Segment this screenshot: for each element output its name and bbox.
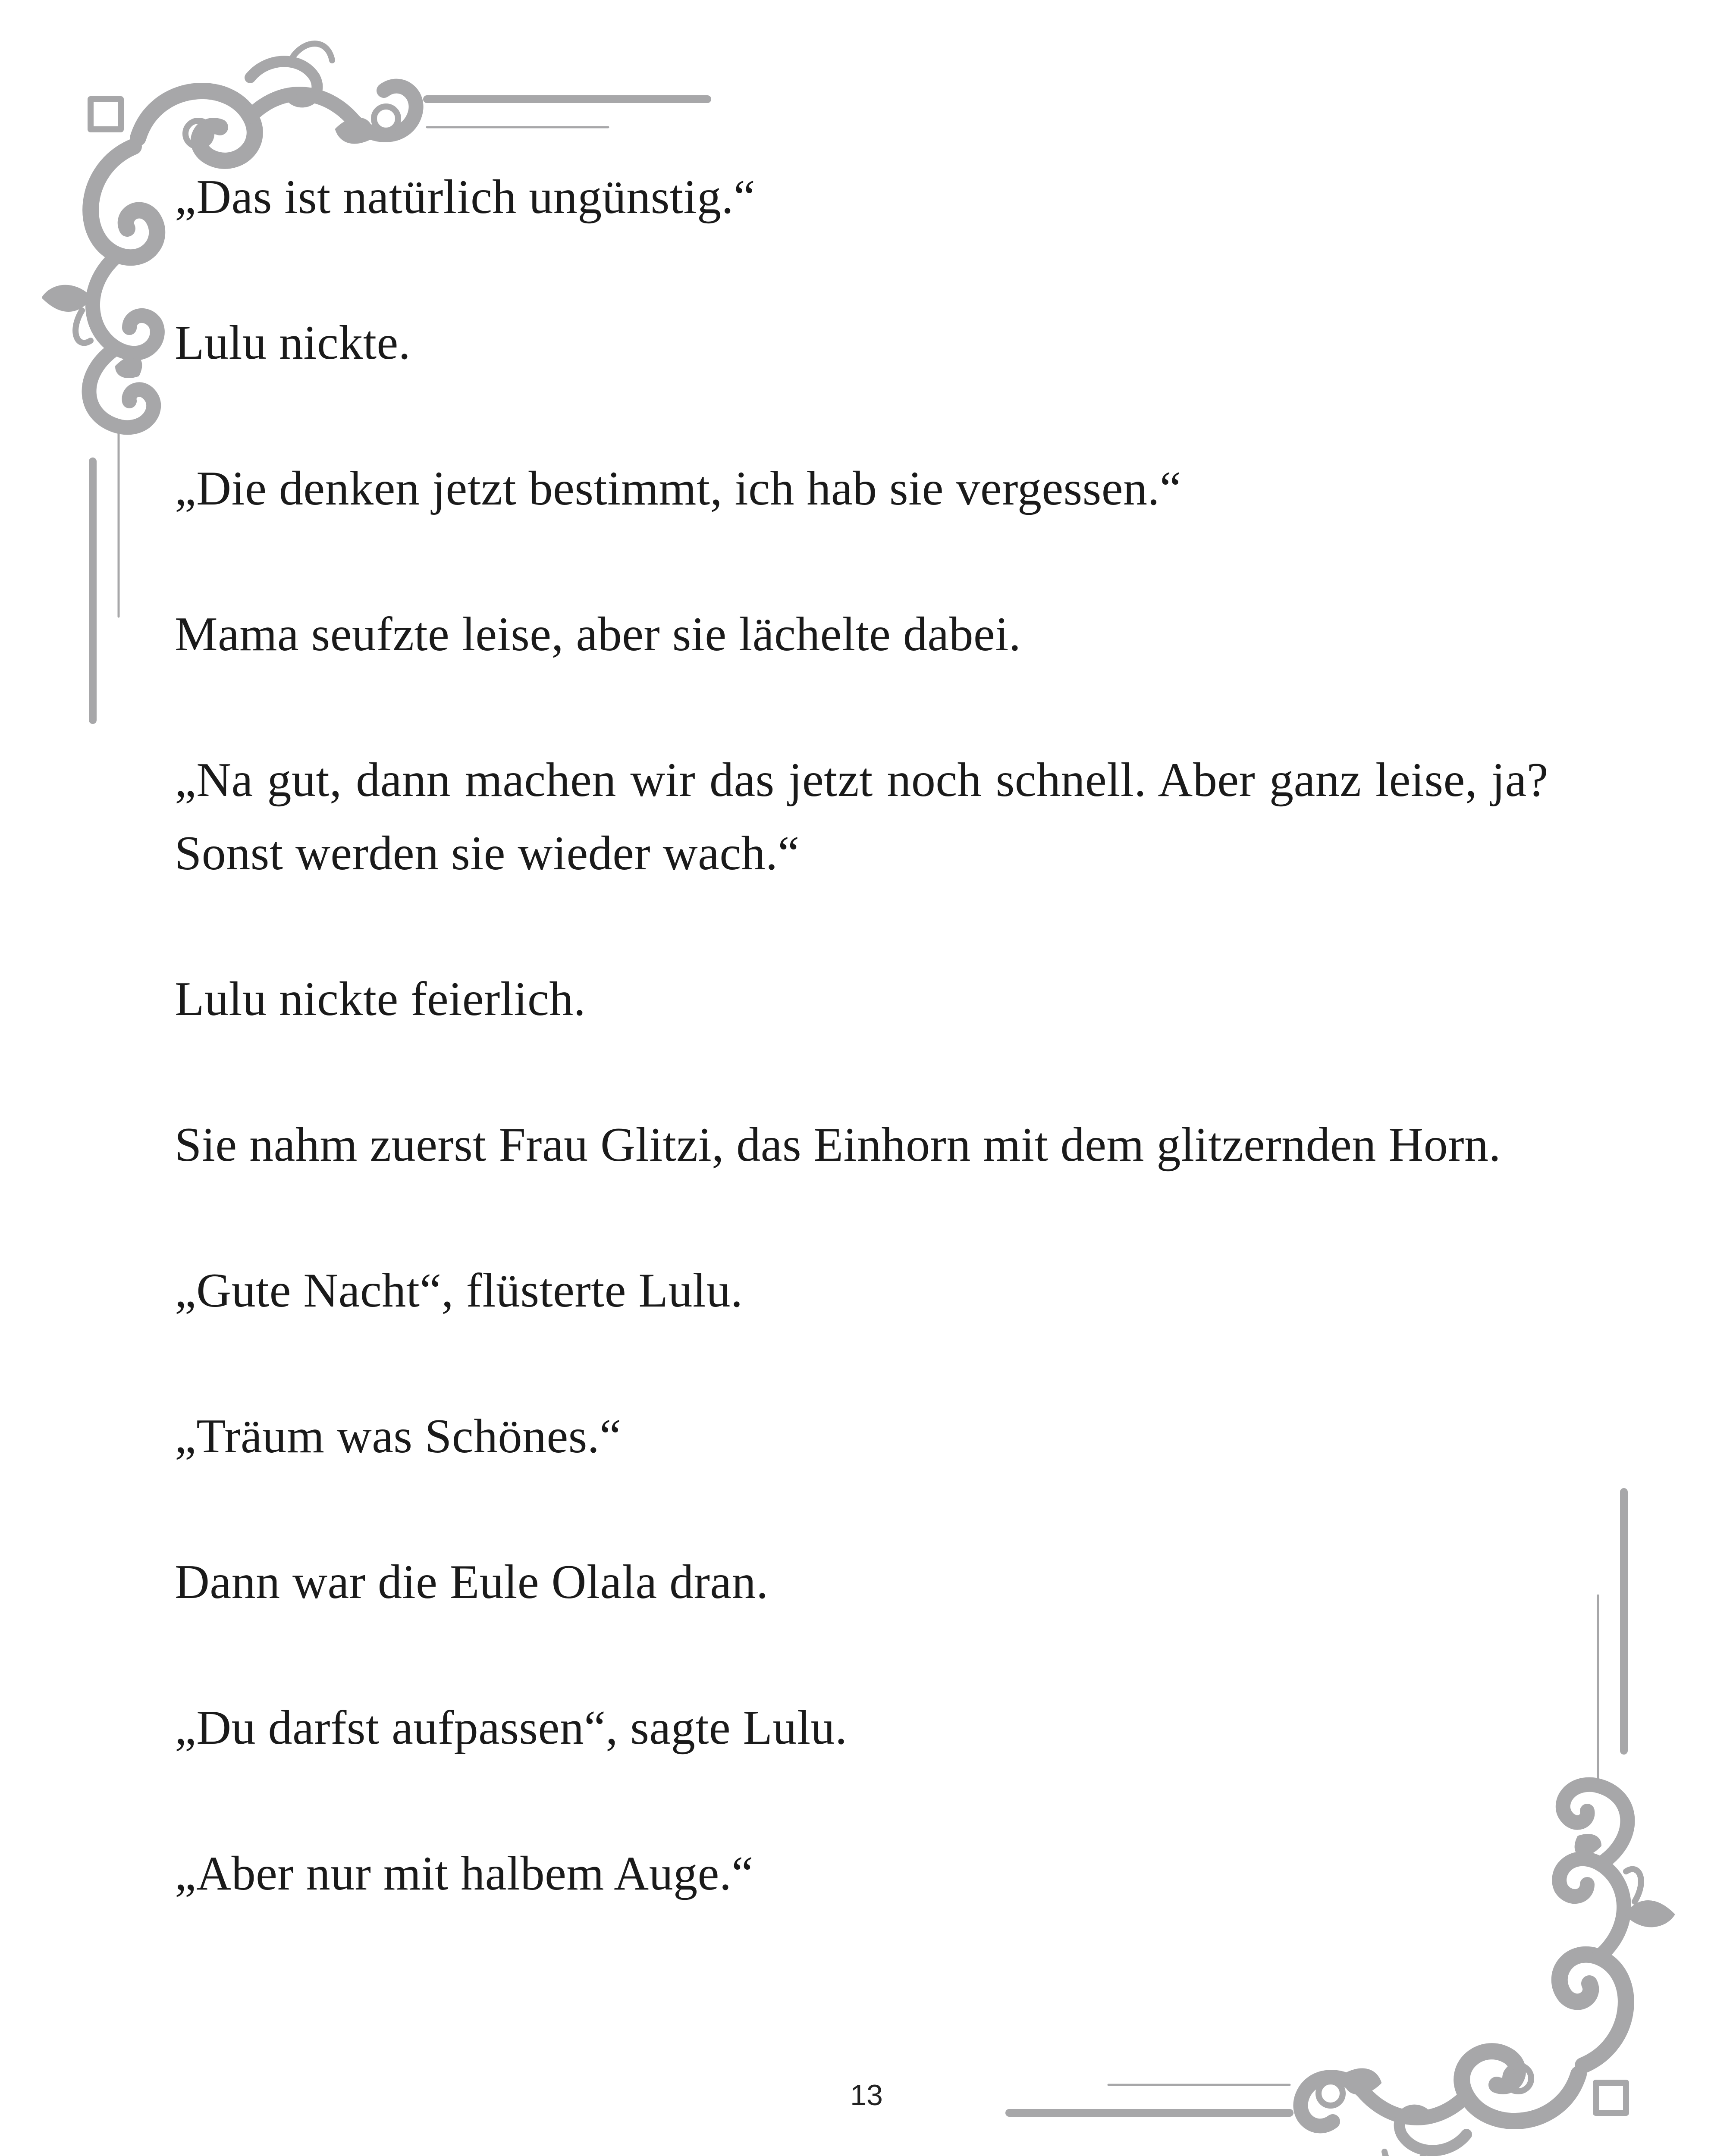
paragraph: Dann war die Eule Olala dran. bbox=[175, 1555, 769, 1609]
paragraph: „Gute Nacht“, flüsterte Lulu. bbox=[175, 1264, 743, 1317]
paragraph: Mama seufzte leise, aber sie lächelte dabei. bbox=[175, 608, 1021, 661]
story-text bbox=[175, 160, 1548, 1910]
paragraph: „Aber nur mit halbem Auge.“ bbox=[175, 1847, 753, 1900]
paragraph: „Na gut, dann machen wir das jetzt noch schnell. Aber ganz leise, ja? Sonst werden sie wieder wach.“ bbox=[175, 753, 1548, 880]
paragraph: Sie nahm zuerst Frau Glitzi, das Einhorn mit dem glitzernden Horn. bbox=[175, 1118, 1501, 1172]
paragraph: Lulu nickte feierlich. bbox=[175, 972, 586, 1026]
paragraph: „Du darfst aufpassen“, sagte Lulu. bbox=[175, 1701, 848, 1755]
paragraph: Lulu nickte. bbox=[175, 316, 411, 370]
paragraph: „Träum was Schönes.“ bbox=[175, 1410, 622, 1463]
paragraph: „Das ist natürlich ungünstig.“ bbox=[175, 170, 756, 224]
page-number: 13 bbox=[850, 2079, 883, 2112]
paragraph: „Die denken jetzt bestimmt, ich hab sie vergessen.“ bbox=[175, 462, 1182, 515]
